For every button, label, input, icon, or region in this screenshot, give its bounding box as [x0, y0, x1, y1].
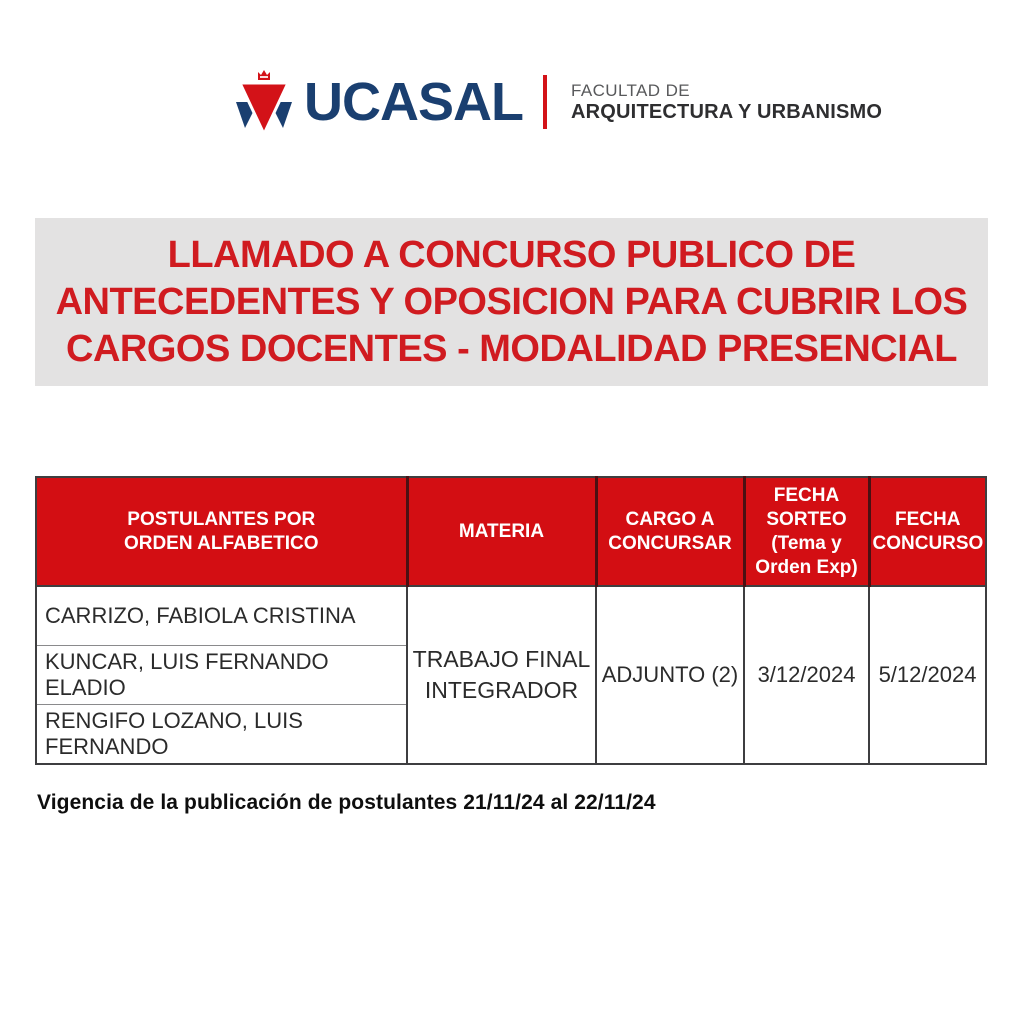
candidate-name-3: RENGIFO LOZANO, LUIS FERNANDO — [36, 705, 407, 765]
announcement-banner — [35, 218, 988, 386]
title-line-2: ANTECEDENTES Y OPOSICION PARA CUBRIR LOS — [55, 280, 968, 323]
col-header-materia — [407, 477, 596, 586]
logo-divider — [543, 75, 547, 129]
col-header-fecha-concurso-line1: FECHA — [895, 508, 961, 530]
col-header-fecha-sorteo-line1: FECHA — [773, 484, 840, 506]
fecha-concurso-cell: 5/12/2024 — [869, 586, 986, 764]
candidate-name-2: KUNCAR, LUIS FERNANDO ELADIO — [36, 646, 407, 705]
vigencia-note: Vigencia de la publicación de postulantes 21/11/24 al 22/11/24 — [37, 791, 656, 814]
col-header-fecha-sorteo-line3: (Tema y — [771, 532, 842, 554]
materia-line2: INTEGRADOR — [424, 677, 579, 703]
title-line-1: LLAMADO A CONCURSO PUBLICO DE — [167, 233, 856, 276]
col-header-fecha-concurso — [869, 477, 986, 586]
faculty-name — [571, 81, 882, 124]
faculty-line-1: FACULTAD DE — [571, 80, 691, 100]
col-header-fecha-concurso-line2: CONCURSO — [872, 532, 984, 554]
materia-line1: TRABAJO FINAL — [412, 646, 591, 672]
col-header-cargo-line2: CONCURSAR — [608, 532, 732, 554]
candidate-name-1: CARRIZO, FABIOLA CRISTINA — [36, 586, 407, 646]
ucasal-shield-icon — [234, 68, 294, 138]
cargo-cell: ADJUNTO (2) — [596, 586, 744, 764]
concursos-table — [35, 476, 987, 765]
candidate-row — [36, 586, 986, 646]
faculty-line-2: ARQUITECTURA Y URBANISMO — [571, 100, 883, 123]
materia-cell — [407, 586, 596, 764]
col-header-fecha-sorteo-line4: Orden Exp) — [755, 556, 858, 578]
col-header-cargo-line1: CARGO A — [625, 508, 715, 530]
col-header-materia-line1: MATERIA — [458, 520, 545, 542]
title-line-3: CARGOS DOCENTES - MODALIDAD PRESENCIAL — [66, 327, 957, 370]
fecha-sorteo-cell: 3/12/2024 — [744, 586, 869, 764]
logo-wordmark: UCASAL — [304, 72, 523, 132]
col-header-postulantes — [36, 477, 407, 586]
col-header-fecha-sorteo-line2: SORTEO — [766, 508, 847, 530]
col-header-cargo — [596, 477, 744, 586]
col-header-postulantes-line2: ORDEN ALFABETICO — [123, 532, 319, 554]
col-header-fecha-sorteo — [744, 477, 869, 586]
col-header-postulantes-line1: POSTULANTES POR — [127, 508, 316, 530]
table-header-row — [36, 477, 986, 586]
logo-row — [234, 64, 882, 140]
